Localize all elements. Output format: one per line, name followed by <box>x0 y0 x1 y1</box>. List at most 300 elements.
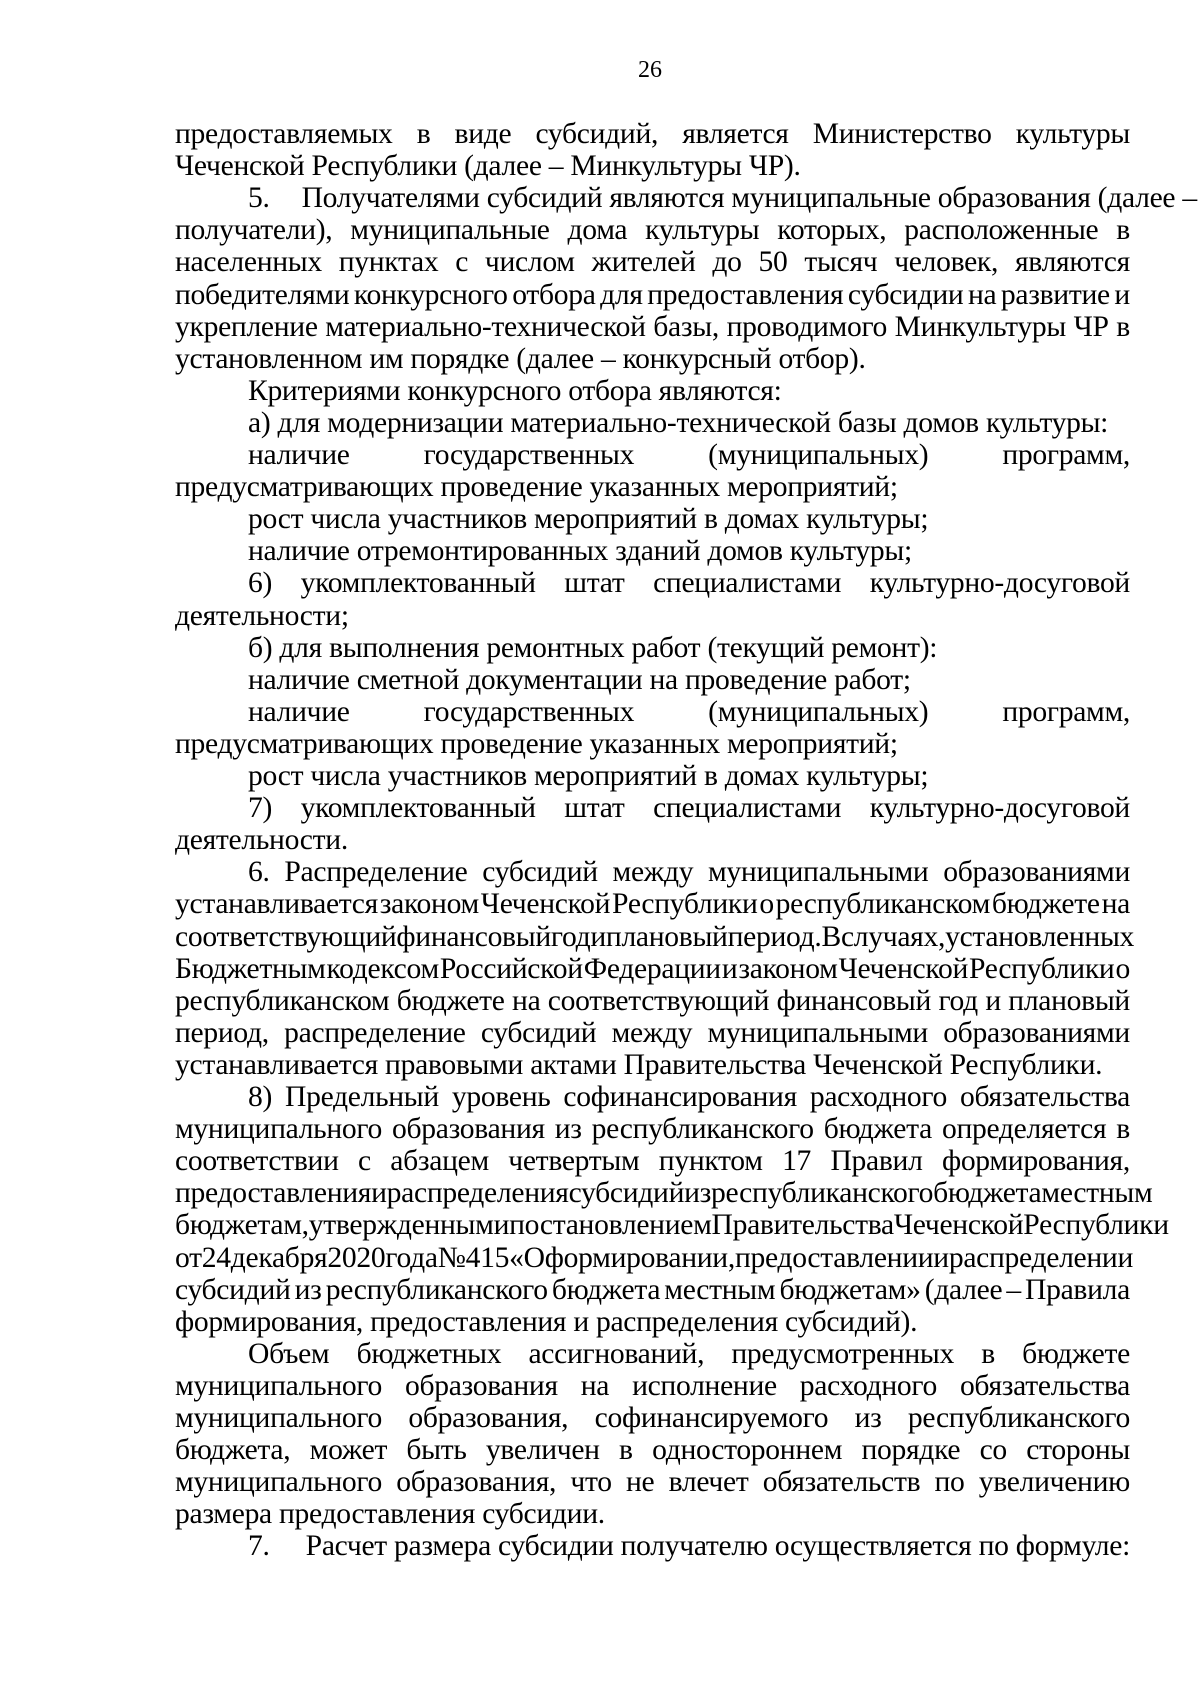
word: 17 <box>782 1145 812 1178</box>
word: (далее <box>464 150 542 183</box>
word: Республики <box>969 952 1115 985</box>
text-line <box>248 696 1130 728</box>
word: бюджете <box>396 984 505 1017</box>
word: ремонтных <box>486 631 625 664</box>
word: работ; <box>834 663 911 696</box>
word: обязательства <box>959 1081 1130 1113</box>
word: укомплектованный <box>300 567 536 600</box>
word: в <box>619 1434 633 1467</box>
word: утвержденными <box>308 1209 510 1242</box>
word: населенных <box>175 246 322 279</box>
word: Бюджетным <box>175 952 326 985</box>
word: муниципальные <box>350 214 550 247</box>
text-line <box>175 824 1130 856</box>
word: образованиями <box>943 1016 1130 1049</box>
word: (муниципальных) <box>708 695 929 728</box>
word: а) <box>248 406 271 439</box>
item-number: 6) <box>248 567 273 600</box>
word: пунктах <box>338 246 439 279</box>
text-line <box>175 920 1135 953</box>
text-line <box>175 311 1130 343</box>
word: зданий <box>615 535 701 568</box>
word: культуры: <box>985 406 1109 439</box>
word: предоставления <box>647 278 844 311</box>
word: не <box>625 1466 655 1499</box>
text-line <box>248 1338 1130 1370</box>
text-line <box>175 1434 1130 1466</box>
word: Объем <box>248 1337 330 1370</box>
word: конкурсный <box>622 342 772 375</box>
word: бюджете <box>1022 1337 1130 1370</box>
word: предоставляемых <box>175 118 393 150</box>
word: «О <box>509 1241 545 1274</box>
text-line <box>175 1402 1130 1434</box>
word: финансовый <box>396 920 551 953</box>
word: 50 <box>758 246 788 279</box>
word: абзацем <box>390 1145 489 1178</box>
word: в <box>1116 1113 1130 1146</box>
word: программ, <box>1002 439 1130 471</box>
word: год <box>938 984 978 1017</box>
text-line <box>175 1017 1130 1049</box>
word: определяется <box>941 1113 1107 1146</box>
text-line <box>248 664 1130 696</box>
word: Критериями <box>248 374 401 407</box>
word: законом <box>379 888 479 921</box>
word: Правительства <box>711 1209 894 1242</box>
word: – <box>548 150 564 183</box>
word: республиканского <box>907 1402 1130 1434</box>
word: дома <box>567 214 628 247</box>
word: установленных <box>945 920 1135 953</box>
word: предоставления <box>279 1498 476 1531</box>
text-line <box>175 1306 1130 1338</box>
word: и <box>573 1305 589 1338</box>
word: Чеченской <box>813 1048 943 1081</box>
word: Российской <box>439 952 583 985</box>
word: сметной <box>356 663 460 696</box>
word: которых, <box>777 214 887 247</box>
word: рост <box>248 760 304 792</box>
word: домов <box>707 535 783 568</box>
word: культурно-досуговой <box>869 792 1130 825</box>
word: о <box>1115 952 1130 985</box>
word: им <box>369 342 404 375</box>
text-line <box>175 1113 1130 1145</box>
text-line <box>175 214 1130 246</box>
word: из <box>854 1402 882 1434</box>
word: наличие <box>248 439 350 471</box>
word: отбора <box>512 278 596 311</box>
word: бюджета <box>823 1113 932 1146</box>
item-number: 6. <box>248 856 270 889</box>
word: по <box>934 1466 965 1499</box>
word: домах <box>724 760 800 792</box>
word: культуры <box>645 214 760 247</box>
word: со <box>979 1434 1007 1467</box>
word: бюджете <box>991 888 1100 921</box>
text-line <box>175 985 1130 1017</box>
text-line <box>175 953 1130 985</box>
word: являются <box>1014 246 1130 279</box>
word: устанавливается <box>175 1048 378 1081</box>
word: с <box>358 1145 371 1178</box>
word: Республики <box>612 888 758 921</box>
word: республиканском <box>775 888 991 921</box>
word: домах <box>724 503 800 536</box>
word: материально-технической <box>510 406 831 439</box>
word: укрепление <box>175 310 318 343</box>
word: развитие <box>1000 278 1110 311</box>
word: муниципальными <box>707 856 929 889</box>
word: культурно-досуговой <box>869 567 1130 600</box>
item-number: 7. <box>248 1530 270 1563</box>
word: – <box>600 342 616 375</box>
word: предоставлении <box>734 1241 934 1274</box>
word: на <box>967 278 997 311</box>
word: в <box>703 760 718 792</box>
word: субсидии. <box>482 1498 605 1531</box>
word: и <box>721 952 738 985</box>
word: и <box>933 1241 949 1274</box>
word: плановый <box>605 920 728 953</box>
word: специалистами <box>653 567 842 600</box>
word: б) <box>248 631 273 664</box>
word: наличие <box>248 663 350 696</box>
word: порядке <box>861 1434 961 1467</box>
word: Чеченской <box>480 888 611 921</box>
word: увеличен <box>485 1434 600 1467</box>
word: числа <box>310 760 381 792</box>
word: участников <box>387 503 527 536</box>
word: участников <box>387 760 527 792</box>
word: Правил <box>830 1145 923 1178</box>
word: указанных <box>589 471 720 504</box>
word: предоставления <box>175 1177 372 1210</box>
word: соответствующий <box>175 920 397 953</box>
word: – <box>1006 1273 1021 1306</box>
word: распределении <box>948 1241 1133 1274</box>
word: выполнения <box>329 631 480 664</box>
text-line <box>175 1049 1130 1081</box>
word: деятельности; <box>175 599 349 632</box>
word: быть <box>406 1434 467 1467</box>
word: стороны <box>1026 1434 1130 1467</box>
text-line <box>175 343 1130 375</box>
word: муниципального <box>175 1113 383 1146</box>
word: Чеченской <box>175 150 305 183</box>
word: постановлением <box>509 1209 712 1242</box>
word: являются: <box>658 374 782 407</box>
text-line <box>175 1241 1133 1274</box>
word: для <box>279 631 322 664</box>
word: с <box>455 246 469 279</box>
word: республиканском <box>175 984 390 1017</box>
word: бюджета <box>933 1177 1042 1210</box>
text-line <box>248 535 1130 567</box>
word: что <box>570 1466 612 1499</box>
word: предусматривающих <box>175 727 434 760</box>
word: конкурсного <box>407 374 562 407</box>
word: № <box>437 1241 466 1274</box>
word: бюджетных <box>356 1337 502 1370</box>
word: порядке <box>410 342 510 375</box>
word: в <box>1116 310 1130 343</box>
text-line <box>248 182 1197 215</box>
word: расположенные <box>904 214 1099 247</box>
word: одностороннем <box>652 1434 843 1467</box>
word: конкурсного <box>353 278 508 311</box>
word: штат <box>564 567 625 600</box>
item-number: 5. <box>248 182 270 215</box>
line-text: Расчет размера субсидии получателю осуществляется по формуле: <box>305 1530 1130 1563</box>
word: образованиями <box>943 856 1130 889</box>
text-line <box>248 792 1130 824</box>
word: установленном <box>175 342 363 375</box>
word: указанных <box>589 727 720 760</box>
word: Министерство <box>812 118 992 150</box>
word: наличие <box>248 695 350 728</box>
word: проведение <box>440 471 583 504</box>
word: документации <box>466 663 643 696</box>
word: и <box>371 1177 387 1210</box>
word: местным <box>664 1273 776 1306</box>
word: государственных <box>423 695 635 728</box>
word: специалистами <box>653 792 842 825</box>
word: распределения <box>386 1177 569 1210</box>
word: жителей <box>591 246 696 279</box>
word: республиканского <box>325 1273 548 1306</box>
word: для <box>277 406 321 439</box>
word: субсидий, <box>535 118 659 150</box>
word: программ, <box>1002 695 1130 728</box>
word: культуры; <box>789 535 912 568</box>
text-line <box>175 1466 1130 1498</box>
word: формировании, <box>544 1241 735 1274</box>
word: четвертым <box>508 1145 640 1178</box>
word: год <box>550 920 591 953</box>
word: (далее <box>924 1273 1003 1306</box>
word: Минкультуры <box>894 310 1066 343</box>
word: устанавливается <box>175 888 378 921</box>
word: культуры; <box>806 760 929 792</box>
word: образования, <box>396 1466 557 1499</box>
word: (далее <box>516 342 594 375</box>
text-line <box>175 600 1130 632</box>
word: между <box>612 856 694 889</box>
text-line <box>248 503 1130 535</box>
word: числом <box>484 246 575 279</box>
word: муниципального <box>175 1402 383 1434</box>
word: базы, <box>653 310 719 343</box>
word: Предельный <box>285 1081 439 1113</box>
word: года <box>385 1241 438 1274</box>
word: ассигнований, <box>528 1337 705 1370</box>
word: плановый <box>1008 984 1130 1017</box>
word: на <box>580 1369 610 1402</box>
word: период. <box>727 920 822 953</box>
word: кодексом <box>326 952 439 985</box>
word: отремонтированных <box>356 535 609 568</box>
word: получатели), <box>175 214 333 247</box>
word: в <box>1116 214 1130 247</box>
word: отбор). <box>778 342 866 375</box>
word: материально-технической <box>325 310 646 343</box>
word: мероприятий <box>534 760 697 792</box>
word: проведение <box>440 727 583 760</box>
word: уровень <box>451 1081 551 1113</box>
word: в <box>981 1337 995 1370</box>
word: от <box>175 1241 202 1274</box>
word: в <box>416 118 431 150</box>
text-line <box>175 728 1130 760</box>
line-text: Получателями субсидий являются муниципальные образования (далее – <box>301 182 1197 215</box>
word: период, <box>175 1016 269 1049</box>
word: Республики. <box>949 1048 1103 1081</box>
word: образования <box>404 1369 558 1402</box>
word: на <box>1101 888 1130 921</box>
text-line <box>175 1370 1130 1402</box>
word: субсидий <box>482 856 598 889</box>
word: актами <box>530 1048 617 1081</box>
word: до <box>712 246 742 279</box>
word: местным <box>1041 1177 1153 1210</box>
word: является <box>682 118 789 150</box>
word: увеличению <box>978 1466 1130 1499</box>
word: ЧР <box>1073 310 1109 343</box>
word: Федерации <box>583 952 721 985</box>
text-line <box>248 439 1130 471</box>
word: Республики <box>1023 1209 1169 1242</box>
word: распределения <box>595 1305 778 1338</box>
word: субсидий <box>568 1177 685 1210</box>
text-line <box>248 375 1130 407</box>
text-line <box>175 1177 1153 1210</box>
word: (текущий <box>707 631 825 664</box>
word: из <box>554 1113 582 1146</box>
item-number: 8) <box>248 1081 273 1113</box>
word: Правительства <box>623 1048 806 1081</box>
word: культуры; <box>806 503 929 536</box>
word: влечет <box>668 1466 749 1499</box>
word: бюджета <box>551 1273 661 1306</box>
word: между <box>611 1016 693 1049</box>
word: В <box>821 920 841 953</box>
word: государственных <box>423 439 635 471</box>
word: мероприятий; <box>727 471 898 504</box>
text-line <box>175 1498 1130 1530</box>
word: ЧР). <box>748 150 801 183</box>
word: муниципального <box>175 1466 383 1499</box>
word: муниципального <box>175 1369 383 1402</box>
word: виде <box>454 118 512 150</box>
word: предусматривающих <box>175 471 434 504</box>
word: республиканского <box>591 1113 814 1146</box>
word: субсидий <box>175 1273 291 1306</box>
word: обязательства <box>959 1369 1130 1402</box>
word: Чеченской <box>893 1209 1024 1242</box>
word: о <box>759 888 774 921</box>
word: муниципальными <box>707 1016 928 1049</box>
word: образования, <box>408 1402 569 1434</box>
word: бюджета, <box>175 1434 291 1467</box>
word: соответствующий <box>547 984 770 1017</box>
word: для <box>600 278 643 311</box>
text-line <box>175 888 1130 920</box>
text-line <box>248 632 1130 664</box>
word: обязательств <box>762 1466 921 1499</box>
text-line <box>175 246 1130 278</box>
page-number: 26 <box>638 57 662 83</box>
word: 415 <box>465 1241 510 1274</box>
word: 2020 <box>327 1241 386 1274</box>
word: Распределение <box>284 856 468 889</box>
word: республиканского <box>711 1177 934 1210</box>
word: проводимого <box>726 310 888 343</box>
text-line <box>175 150 1130 182</box>
word: наличие <box>248 535 350 568</box>
word: из <box>684 1177 712 1210</box>
word: мероприятий <box>534 503 697 536</box>
word: законом <box>738 952 838 985</box>
word: исполнение <box>632 1369 777 1402</box>
word: на <box>649 663 678 696</box>
word: числа <box>310 503 381 536</box>
word: победителями <box>175 278 350 311</box>
text-line <box>248 856 1130 888</box>
text-line <box>248 1530 1130 1562</box>
word: распределение <box>284 1016 466 1049</box>
word: базы <box>837 406 897 439</box>
word: 24 <box>201 1241 231 1274</box>
word: и <box>590 920 606 953</box>
word: домов <box>903 406 979 439</box>
word: мероприятий; <box>727 727 898 760</box>
word: образования <box>391 1113 545 1146</box>
word: субсидии <box>847 278 964 311</box>
word: расходного <box>799 1369 937 1402</box>
word: рост <box>248 503 304 536</box>
word: модернизации <box>327 406 504 439</box>
word: ремонт): <box>831 631 938 664</box>
text-line <box>248 407 1130 439</box>
word: и <box>1114 278 1130 311</box>
word: размера <box>175 1498 272 1531</box>
word: формирования, <box>941 1145 1130 1178</box>
text-line <box>248 567 1130 599</box>
word: тысяч <box>804 246 878 279</box>
word: на <box>512 984 541 1017</box>
word: культуры <box>1015 118 1130 150</box>
word: бюджетам, <box>175 1209 309 1242</box>
word: работ <box>631 631 701 664</box>
word: и <box>985 984 1001 1017</box>
text-line <box>175 118 1130 150</box>
text-line <box>248 760 1130 792</box>
text-line <box>175 1145 1130 1177</box>
text-line <box>175 279 1130 311</box>
word: проведение <box>685 663 827 696</box>
word: может <box>309 1434 388 1467</box>
word: соответствии <box>175 1145 339 1178</box>
word: случаях, <box>840 920 946 953</box>
word: декабря <box>230 1241 328 1274</box>
word: штат <box>564 792 625 825</box>
word: формирования, <box>175 1305 363 1338</box>
word: из <box>294 1273 322 1306</box>
item-number: 7) <box>248 792 273 825</box>
word: Чеченской <box>838 952 968 985</box>
